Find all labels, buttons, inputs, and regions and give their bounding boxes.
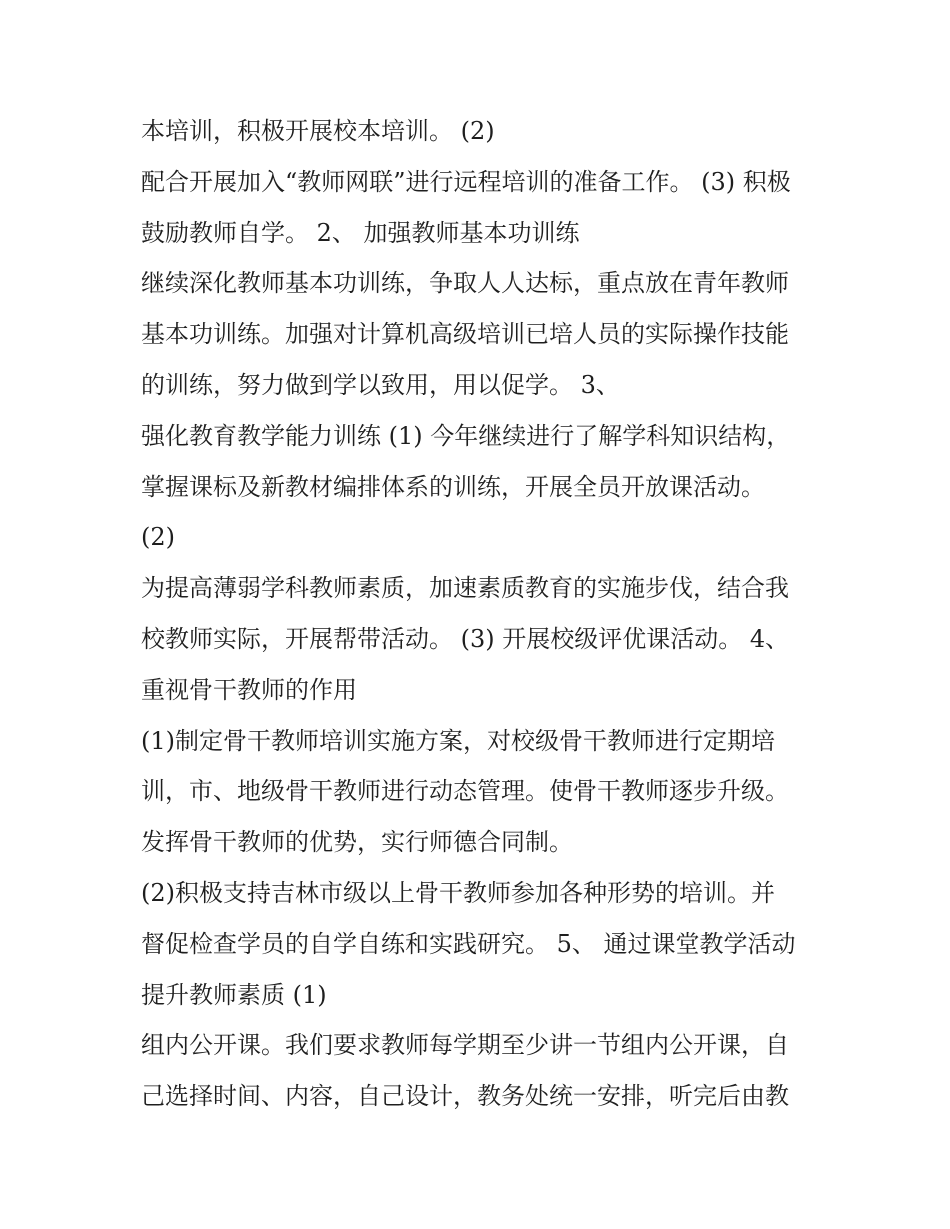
text-line: 继续深化教师基本功训练，争取人人达标，重点放在青年教师 [141,269,789,298]
text-line: 重视骨干教师的作用 [141,675,357,704]
text-line: 配合开展加入“教师网联”进行远程培训的准备工作。 (3) 积极 [141,167,791,196]
text-line: 基本功训练。加强对计算机高级培训已培人员的实际操作技能 [141,320,789,349]
text-line: 本培训，积极开展校本培训。 (2) [141,117,495,145]
text-line: (1)制定骨干教师培训实施方案，对校级骨干教师进行定期培 [141,726,775,755]
text-line: 为提高薄弱学科教师素质，加速素质教育的实施步伐，结合我 [141,574,789,603]
text-line: 训，市、地级骨干教师进行动态管理。使骨干教师逐步升级。 [141,777,789,806]
text-line: 的训练，努力做到学以致用，用以促学。 3、 [141,370,620,399]
document-body [141,106,821,1122]
text-line: 己选择时间、内容，自己设计，教务处统一安排，听完后由教 [141,1082,789,1111]
text-line: 发挥骨干教师的优势，实行师德合同制。 [141,828,573,857]
text-line: 组内公开课。我们要求教师每学期至少讲一节组内公开课，自 [141,1031,789,1060]
text-line: 提升教师素质 (1) [141,980,327,1009]
text-line: 督促检查学员的自学自练和实践研究。 5、 通过课堂教学活动 [141,929,796,958]
text-line: 鼓励教师自学。 2、 加强教师基本功训练 [141,218,580,247]
text-line: (2) [141,523,175,552]
text-line: (2)积极支持吉林市级以上骨干教师参加各种形势的培训。并 [141,878,775,907]
text-line: 强化教育教学能力训练 (1) 今年继续进行了解学科知识结构， [141,421,791,450]
text-line: 掌握课标及新教材编排体系的训练，开展全员开放课活动。 [141,472,765,501]
text-line: 校教师实际，开展帮带活动。 (3) 开展校级评优课活动。 4、 [141,624,790,653]
